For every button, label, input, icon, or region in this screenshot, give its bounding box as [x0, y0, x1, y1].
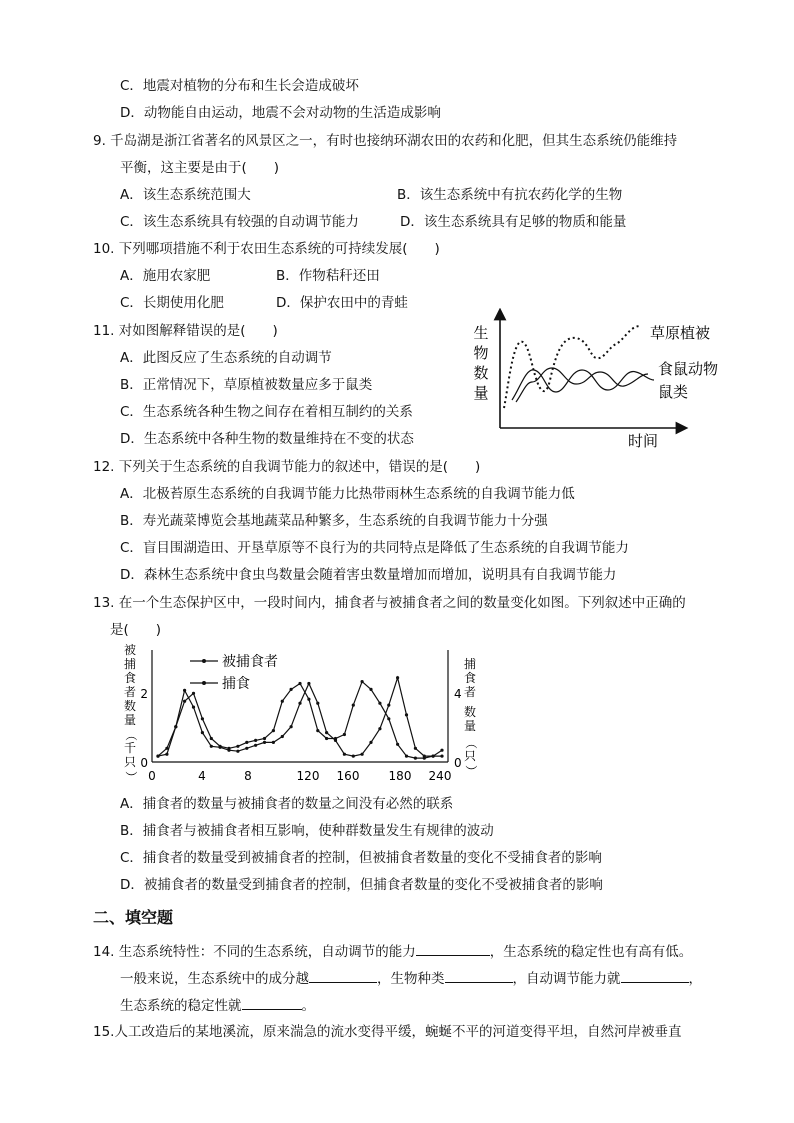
predator-data-point [396, 676, 399, 679]
prey-data-point [210, 737, 213, 740]
svg-text:千: 千 [123, 741, 137, 755]
prey-data-point [352, 704, 355, 707]
prey-data-point [361, 680, 364, 683]
q12-option-c: C．盲目围湖造田、开垦草原等不良行为的共同特点是降低了生态系统的自我调节能力 [120, 540, 629, 556]
predator-data-point [387, 704, 390, 707]
predator-data-point [281, 735, 284, 738]
svg-text:量: 量 [463, 719, 477, 733]
svg-text:食: 食 [123, 671, 137, 685]
rodent-predator-label: 食鼠动物 [658, 360, 719, 378]
x-tick-label: 120 [296, 769, 320, 783]
predator-data-point [316, 702, 319, 705]
q13-stem-line1: 13. 在一个生态保护区中，一段时间内，捕食者与被捕食者之间的数量变化如图。下列叙述中正确的 [93, 595, 686, 611]
x-tick-label: 8 [244, 769, 252, 783]
q13-option-b: B．捕食者与被捕食者相互影响，使种群数量发生有规律的波动 [120, 823, 494, 839]
x-tick-label: 4 [198, 769, 206, 783]
prey-data-point [396, 743, 399, 746]
q8-option-c: C．地震对植物的分布和生长会造成破坏 [120, 78, 359, 94]
grass-label: 草原植被 [650, 324, 711, 342]
q14-blank-5[interactable] [242, 995, 302, 1010]
svg-text:被: 被 [123, 643, 137, 657]
left-axis-label [124, 642, 138, 783]
predator-data-point [236, 750, 239, 753]
predator-data-point [352, 755, 355, 758]
svg-text:捕: 捕 [463, 657, 477, 671]
svg-text:（: （ [464, 736, 478, 750]
left-tick-0: 0 [140, 756, 148, 770]
svg-text:者: 者 [123, 685, 137, 699]
q14-text-5: ，自动调节能力就 [512, 971, 621, 987]
left-tick-2: 2 [140, 687, 148, 701]
prey-data-point [245, 741, 248, 744]
chart-series [156, 676, 443, 760]
svg-text:只: 只 [123, 755, 137, 769]
svg-text:数: 数 [123, 699, 137, 713]
q12-stem: 12. 下列关于生态系统的自我调节能力的叙述中，错误的是( ) [93, 459, 481, 475]
predator-data-point [334, 739, 337, 742]
prey-data-point [192, 692, 195, 695]
q11-population-figure [472, 308, 732, 458]
q12-option-d: D．森林生态系统中食虫鸟数量会随着害虫数量增加而增加，说明具有自我调节能力 [120, 567, 617, 583]
svg-text:食: 食 [463, 671, 477, 685]
q11-ylabel-char-2: 物 [473, 344, 489, 362]
prey-data-point [298, 682, 301, 685]
predator-data-point [192, 706, 195, 709]
prey-data-point [236, 745, 239, 748]
q10-stem: 10. 下列哪项措施不利于农田生态系统的可持续发展( ) [93, 241, 440, 257]
predator-data-point [201, 731, 204, 734]
x-tick-labels [148, 769, 451, 783]
q11-stem: 11. 对如图解释错误的是( ) [93, 323, 278, 339]
q9-option-c: C．该生态系统具有较强的自动调节能力 [120, 214, 359, 230]
predator-data-point [290, 725, 293, 728]
prey-data-point [414, 757, 417, 760]
predator-data-point [369, 741, 372, 744]
predator-data-point [210, 745, 213, 748]
predator-data-point [298, 702, 301, 705]
q9-option-b: B．该生态系统中有抗农药化学的生物 [397, 187, 623, 203]
q11-option-c: C．生态系统各种生物之间存在着相互制约的关系 [120, 404, 413, 420]
predator-data-point [227, 749, 230, 752]
x-tick-label: 180 [388, 769, 412, 783]
q11-option-d: D．生态系统中各种生物的数量维持在不变的状态 [120, 431, 414, 447]
grass-curve [504, 326, 640, 408]
predator-data-point [343, 753, 346, 756]
q11-y-axis-label [473, 324, 488, 402]
q14-blank-2[interactable] [309, 968, 377, 983]
prey-data-point [165, 753, 168, 756]
q14-blank-4[interactable] [621, 968, 689, 983]
q11-ylabel-char-1: 生 [473, 324, 489, 342]
prey-data-point [281, 700, 284, 703]
prey-data-point [325, 737, 328, 740]
predator-series-line [158, 678, 442, 756]
rodent-curve [512, 370, 654, 400]
chart-legend [190, 653, 278, 692]
predator-prey-chart [118, 642, 488, 788]
predator-data-point [405, 713, 408, 716]
svg-text:量: 量 [123, 713, 137, 727]
q15-stem: 15.人工改造后的某地溪流，原来湍急的流水变得平缓，蜿蜒不平的河道变得平坦，自然河岸被垂直 [93, 1024, 682, 1040]
predator-data-point [414, 747, 417, 750]
predator-data-point [432, 755, 435, 758]
predator-data-point [307, 682, 310, 685]
q10-option-c: C．长期使用化肥 [120, 295, 224, 311]
predator-data-point [254, 744, 257, 747]
predator-data-point [183, 689, 186, 692]
q14-line1 [93, 941, 692, 962]
q9-stem-line2: 平衡，这主要是由于( ) [120, 160, 280, 176]
svg-text:者: 者 [463, 685, 477, 699]
q8-option-d: D．动物能自由运动，地震不会对动物的生活造成影响 [120, 105, 441, 121]
prey-data-point [183, 700, 186, 703]
q12-option-b: B．寿光蔬菜博览会基地蔬菜品种繁多，生态系统的自我调节能力十分强 [120, 513, 548, 529]
prey-data-point [316, 729, 319, 732]
legend-predator: 捕食 [222, 676, 250, 692]
legend-prey: 被捕食者 [222, 654, 278, 670]
prey-data-point [378, 702, 381, 705]
section-heading: 二、填空题 [93, 908, 174, 927]
q11-ylabel-char-3: 数 [473, 364, 489, 382]
prey-data-point [369, 688, 372, 691]
q13-option-d: D．被捕食者的数量受到捕食者的控制，但捕食者数量的变化不受被捕食者的影响 [120, 877, 603, 893]
prey-data-point [307, 698, 310, 701]
q11-ylabel-char-4: 量 [473, 384, 489, 402]
svg-text:）: ） [464, 764, 478, 778]
x-tick-label: 240 [428, 769, 452, 783]
q10-option-b: B．作物秸秆还田 [276, 268, 380, 284]
predator-data-point [378, 727, 381, 730]
q14-line2 [120, 968, 702, 989]
q13-option-a: A．捕食者的数量与被捕食者的数量之间没有必然的联系 [120, 796, 454, 812]
q14-text-4: ，生物种类 [377, 971, 445, 987]
q14-text-2: ，生态系统的稳定性也有高有低。 [489, 944, 693, 960]
prey-data-point [290, 688, 293, 691]
q13-stem-line2: 是( ) [110, 622, 162, 638]
predator-data-point [272, 741, 275, 744]
svg-text:（: （ [124, 728, 138, 742]
prey-data-point [201, 717, 204, 720]
q14-blank-3[interactable] [445, 968, 513, 983]
predator-data-point [263, 741, 266, 744]
prey-data-point [405, 755, 408, 758]
q11-x-axis-label: 时间 [627, 432, 659, 450]
q14-blank-1[interactable] [416, 941, 490, 956]
q14-text-3: 一般来说，生态系统中的成分越 [120, 971, 309, 987]
predator-data-point [156, 755, 159, 758]
svg-text:数: 数 [463, 705, 477, 719]
prey-data-point [343, 733, 346, 736]
svg-text:只: 只 [463, 749, 477, 763]
q13-option-c: C．捕食者的数量受到被捕食者的控制，但被捕食者数量的变化不受捕食者的影响 [120, 850, 602, 866]
q11-option-b: B．正常情况下，草原植被数量应多于鼠类 [120, 377, 373, 393]
q12-option-a: A．北极苔原生态系统的自我调节能力比热带雨林生态系统的自我调节能力低 [120, 486, 575, 502]
prey-data-point [263, 737, 266, 740]
prey-series-line [158, 682, 442, 759]
svg-text:）: ） [124, 770, 138, 784]
rodent-label: 鼠类 [658, 383, 689, 401]
right-axis-label [464, 656, 478, 777]
q9-option-a: A．该生态系统范围大 [120, 187, 251, 203]
q14-line3 [120, 995, 315, 1016]
predator-data-point [219, 746, 222, 749]
right-tick-0: 0 [454, 756, 462, 770]
predator-data-point [325, 731, 328, 734]
predator-data-point [361, 753, 364, 756]
q10-option-a: A．施用农家肥 [120, 268, 211, 284]
prey-data-point [387, 717, 390, 720]
right-tick-4: 4 [454, 687, 462, 701]
x-tick-label: 160 [336, 769, 360, 783]
q11-option-a: A．此图反应了生态系统的自动调节 [120, 350, 332, 366]
predator-data-point [174, 725, 177, 728]
q9-option-d: D．该生态系统具有足够的物质和能量 [400, 214, 627, 230]
predator-data-point [423, 755, 426, 758]
q14-text-8: 。 [301, 998, 315, 1014]
q14-text-1: 14. 生态系统特性：不同的生态系统，自动调节的能力 [93, 944, 416, 960]
q9-stem-line1: 9. 千岛湖是浙江省著名的风景区之一，有时也接纳环湖农田的农药和化肥，但其生态系统仍能维持 [93, 133, 678, 149]
x-tick-label: 0 [148, 769, 156, 783]
q14-text-7: 生态系统的稳定性就 [120, 998, 242, 1014]
prey-data-point [272, 729, 275, 732]
q10-option-d: D．保护农田中的青蛙 [276, 295, 408, 311]
predator-data-point [440, 755, 443, 758]
svg-text:捕: 捕 [123, 657, 137, 671]
predator-data-point [245, 747, 248, 750]
prey-data-point [254, 739, 257, 742]
predator-data-point [165, 747, 168, 750]
q14-text-6: ， [688, 971, 702, 987]
prey-data-point [440, 749, 443, 752]
